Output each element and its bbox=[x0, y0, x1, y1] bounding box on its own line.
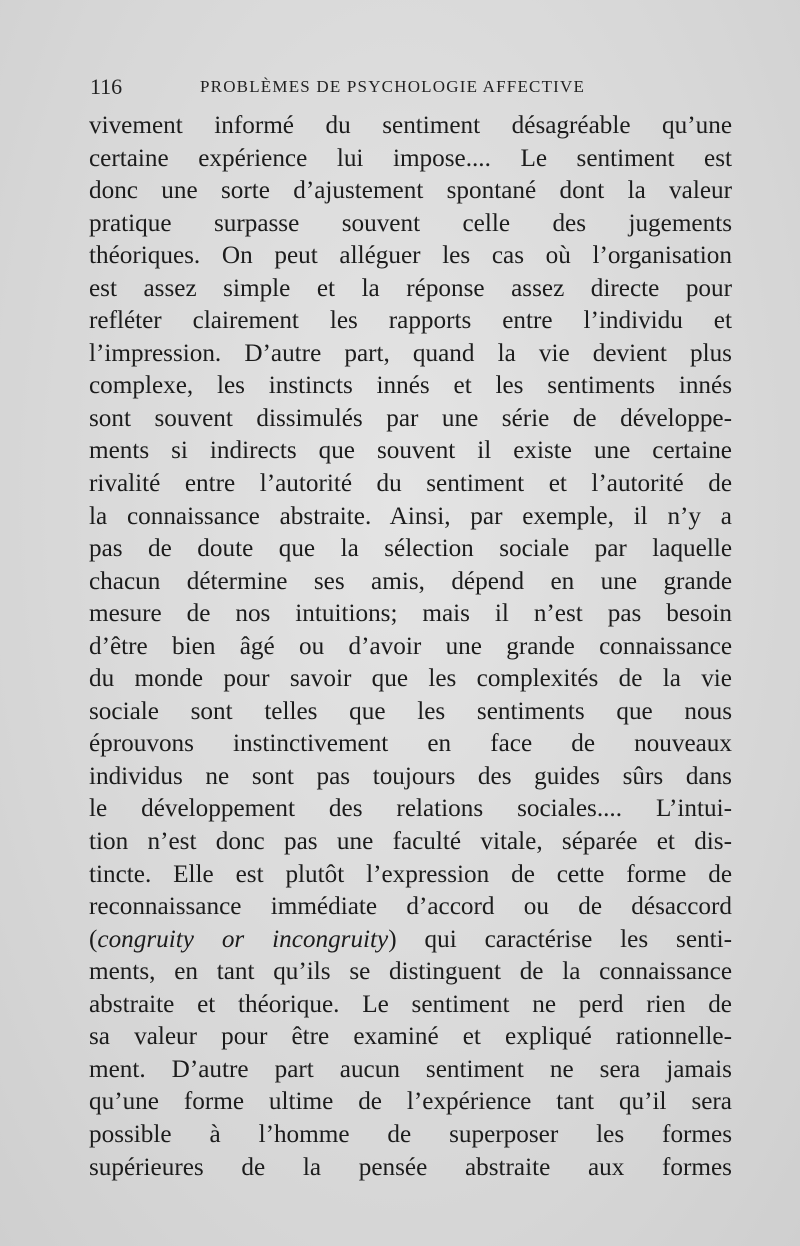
text-line: du monde pour savoir que les complexités de la vie bbox=[89, 665, 732, 693]
text-line: l’impression. D’autre part, quand la vie devient plus bbox=[89, 339, 732, 367]
text-line: vivement informé du sentiment désagréable qu’une bbox=[89, 112, 732, 139]
line-prefix: ( bbox=[89, 925, 98, 953]
text-line: rivalité entre l’autorité du sentiment et l’autorité de bbox=[89, 470, 732, 498]
text-line: supérieures de la pensée abstraite aux formes bbox=[89, 1153, 732, 1181]
text-line: ments si indirects que souvent il existe une certaine bbox=[89, 437, 732, 465]
text-line: sociale sont telles que les sentiments que nous bbox=[89, 697, 732, 725]
body-text bbox=[89, 110, 732, 1184]
text-line: ments, en tant qu’ils se distinguent de la connaissance bbox=[89, 958, 732, 986]
text-line: individus ne sont pas toujours des guides sûrs dans bbox=[89, 762, 732, 790]
text-line: la connaissance abstraite. Ainsi, par exemple, il n’y a bbox=[89, 502, 732, 530]
text-line: est assez simple et la réponse assez directe pour bbox=[89, 274, 732, 302]
text-line: pratique surpasse souvent celle des jugements bbox=[89, 209, 732, 237]
text-line: certaine expérience lui impose.... Le sentiment est bbox=[89, 144, 732, 172]
text-line: sa valeur pour être examiné et expliqué rationnelle- bbox=[89, 1023, 732, 1051]
italic-phrase: congruity or incongruity bbox=[97, 925, 389, 953]
text-line-with-italic bbox=[89, 924, 732, 957]
text-line: abstraite et théorique. Le sentiment ne perd rien de bbox=[89, 990, 732, 1018]
text-line: le développement des relations sociales.... L’intui- bbox=[89, 795, 732, 823]
text-line: possible à l’homme de superposer les formes bbox=[89, 1120, 732, 1148]
page-number: 116 bbox=[90, 74, 123, 99]
running-title: PROBLÈMES DE PSYCHOLOGIE AFFECTIVE bbox=[200, 77, 586, 96]
text-line: éprouvons instinctivement en face de nouveaux bbox=[89, 730, 732, 758]
text-line: chacun détermine ses amis, dépend en une grande bbox=[89, 567, 732, 595]
text-line: théoriques. On peut alléguer les cas où l’organisation bbox=[89, 242, 732, 270]
text-line: ment. D’autre part aucun sentiment ne sera jamais bbox=[89, 1055, 732, 1083]
text-line: refléter clairement les rapports entre l’individu et bbox=[89, 307, 732, 335]
text-line: d’être bien âgé ou d’avoir une grande connaissance bbox=[89, 632, 732, 660]
text-line: qu’une forme ultime de l’expérience tant qu’il sera bbox=[89, 1088, 732, 1116]
text-line: mesure de nos intuitions; mais il n’est pas besoin bbox=[89, 600, 732, 628]
text-line: reconnaissance immédiate d’accord ou de désaccord bbox=[89, 893, 732, 921]
line-suffix: ) qui caractérise les senti- bbox=[388, 925, 732, 953]
text-line: tion n’est donc pas une faculté vitale, séparée et dis- bbox=[89, 828, 732, 856]
running-head bbox=[90, 72, 730, 102]
text-line: complexe, les instincts innés et les sentiments innés bbox=[89, 372, 732, 400]
text-line: tincte. Elle est plutôt l’expression de cette forme de bbox=[89, 860, 732, 888]
text-line: sont souvent dissimulés par une série de développe- bbox=[89, 404, 732, 432]
text-line: pas de doute que la sélection sociale par laquelle bbox=[89, 535, 732, 563]
text-line: donc une sorte d’ajustement spontané dont la valeur bbox=[89, 177, 732, 205]
